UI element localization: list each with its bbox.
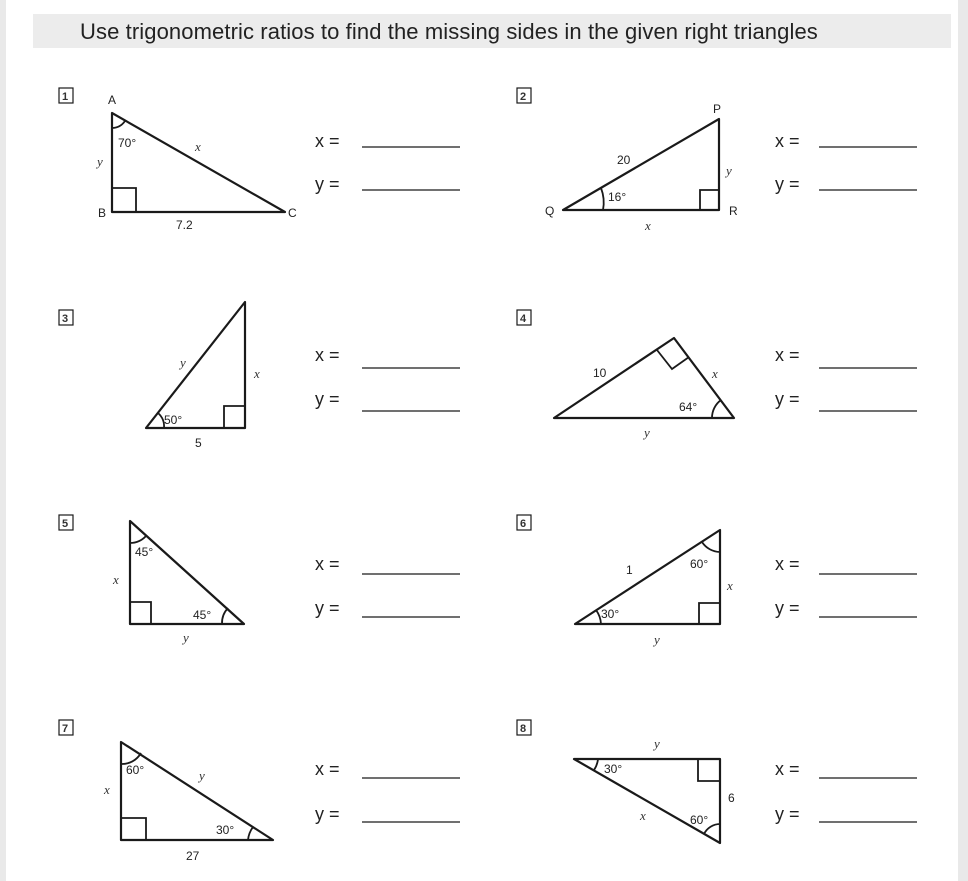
problem-number: 7 xyxy=(62,723,69,735)
side-label-known: 5 xyxy=(195,436,202,450)
problem-8 xyxy=(517,720,917,843)
answer-x-label: x = xyxy=(315,131,340,151)
angle-label: 16° xyxy=(608,190,627,204)
angle-label-top: 60° xyxy=(690,557,709,571)
angle-label-left: 30° xyxy=(601,607,620,621)
side-label-known: 1 xyxy=(626,563,633,577)
angle-arc-right xyxy=(248,827,253,840)
answer-y-label: y = xyxy=(315,389,340,409)
vertex-label-p: P xyxy=(713,102,722,116)
side-label-known: 10 xyxy=(593,366,607,380)
problem-number: 1 xyxy=(62,91,69,103)
side-label-known: 27 xyxy=(186,849,200,863)
problem-3 xyxy=(59,302,460,450)
angle-label-right: 30° xyxy=(216,823,235,837)
triangle xyxy=(554,338,734,418)
answer-y-label: y = xyxy=(315,174,340,194)
angle-label: 50° xyxy=(164,413,183,427)
angle-label-top: 60° xyxy=(126,763,145,777)
side-label-y: y xyxy=(654,736,660,751)
angle-arc xyxy=(712,400,721,418)
answer-y-label: y = xyxy=(775,804,800,824)
triangle xyxy=(121,742,273,840)
side-label-y: y xyxy=(654,632,660,647)
vertex-label-r: R xyxy=(729,204,738,218)
problem-1 xyxy=(59,88,460,232)
side-label-x: x xyxy=(195,139,201,154)
side-label-y: y xyxy=(183,630,189,645)
answer-y-label: y = xyxy=(775,389,800,409)
right-angle-mark xyxy=(224,406,245,428)
answer-x-label: x = xyxy=(775,345,800,365)
problem-4 xyxy=(517,310,917,440)
angle-label-bottom: 60° xyxy=(690,813,709,827)
triangle xyxy=(563,119,719,210)
worksheet-title: Use trigonometric ratios to find the missing sides in the given right triangles xyxy=(80,19,818,44)
side-label-x: x xyxy=(645,218,651,233)
answer-y-label: y = xyxy=(315,804,340,824)
angle-label-top: 45° xyxy=(135,545,154,559)
answer-x-label: x = xyxy=(775,131,800,151)
problem-number: 3 xyxy=(62,313,69,325)
vertex-label-c: C xyxy=(288,206,297,220)
angle-arc-bottom xyxy=(222,608,228,624)
triangle xyxy=(112,113,285,212)
answer-y-label: y = xyxy=(775,174,800,194)
problem-number: 6 xyxy=(520,518,527,530)
side-label-x: x xyxy=(113,572,119,587)
vertex-label-a: A xyxy=(108,93,117,107)
angle-label: 64° xyxy=(679,400,698,414)
side-label-x: x xyxy=(727,578,733,593)
problem-7 xyxy=(59,720,460,863)
answer-x-label: x = xyxy=(315,759,340,779)
problem-number: 2 xyxy=(520,91,527,103)
answer-x-label: x = xyxy=(315,554,340,574)
answer-y-label: y = xyxy=(775,598,800,618)
side-label-x: x xyxy=(254,366,260,381)
answer-x-label: x = xyxy=(775,759,800,779)
right-angle-mark xyxy=(698,759,720,781)
side-label-x: x xyxy=(712,366,718,381)
problem-number: 4 xyxy=(520,313,527,325)
angle-label: 70° xyxy=(118,136,137,150)
right-angle-mark xyxy=(130,602,151,624)
angle-arc xyxy=(112,121,125,128)
vertex-label-q: Q xyxy=(545,204,555,218)
answer-x-label: x = xyxy=(775,554,800,574)
right-angle-mark xyxy=(121,818,146,840)
side-label-y: y xyxy=(644,425,650,440)
triangle xyxy=(146,302,245,428)
problem-number: 5 xyxy=(62,518,69,530)
right-angle-mark xyxy=(700,190,719,210)
side-label-x: x xyxy=(640,808,646,823)
right-angle-mark xyxy=(699,603,720,624)
answer-y-label: y = xyxy=(315,598,340,618)
side-label-y: y xyxy=(180,355,186,370)
problem-5 xyxy=(59,515,460,645)
side-label-known: 6 xyxy=(728,791,735,805)
angle-arc xyxy=(601,188,604,210)
right-angle-mark xyxy=(112,188,136,212)
problem-2 xyxy=(517,88,917,233)
side-label-y: y xyxy=(97,154,103,169)
angle-label-bottom: 45° xyxy=(193,608,212,622)
angle-arc-top xyxy=(130,536,146,543)
answer-x-label: x = xyxy=(315,345,340,365)
angle-label-left: 30° xyxy=(604,762,623,776)
angle-arc-left xyxy=(594,759,598,770)
angle-arc-top xyxy=(702,542,720,552)
side-label-y: y xyxy=(726,163,732,178)
side-label-x: x xyxy=(104,782,110,797)
problem-6 xyxy=(517,515,917,647)
side-label-y: y xyxy=(199,768,205,783)
vertex-label-b: B xyxy=(98,206,107,220)
problem-number: 8 xyxy=(520,723,527,735)
side-label-known: 20 xyxy=(617,153,631,167)
side-label-known: 7.2 xyxy=(176,218,193,232)
